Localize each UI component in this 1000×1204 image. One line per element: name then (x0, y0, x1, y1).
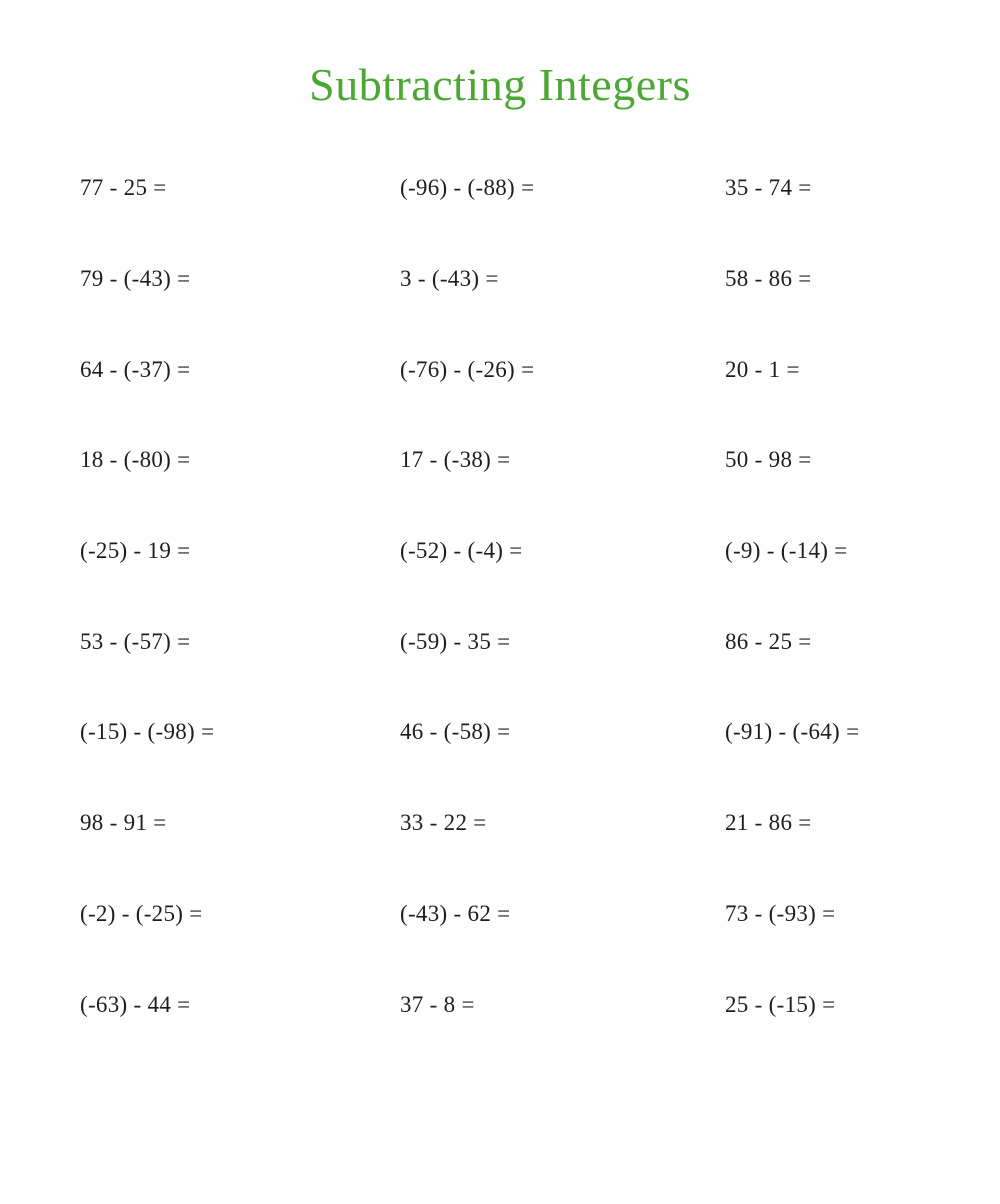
problem-item: 3 - (-43) = (400, 266, 499, 292)
problem-item: (-76) - (-26) = (400, 356, 535, 382)
problem-item: 20 - 1 = (725, 356, 800, 382)
problem-item: 73 - (-93) = (725, 900, 836, 926)
problem-item: (-25) - 19 = (80, 538, 191, 564)
problem-item: 79 - (-43) = (80, 266, 191, 292)
problem-item: 98 - 91 = (80, 810, 167, 836)
problem-item: (-2) - (-25) = (80, 900, 203, 926)
problem-item: 53 - (-57) = (80, 628, 191, 654)
problem-item: (-15) - (-98) = (80, 719, 215, 745)
problem-item: 50 - 98 = (725, 447, 812, 473)
problem-item: 77 - 25 = (80, 175, 167, 201)
problem-item: 86 - 25 = (725, 628, 812, 654)
problem-item: 21 - 86 = (725, 810, 812, 836)
problem-item: 37 - 8 = (400, 991, 475, 1017)
problem-item: (-59) - 35 = (400, 628, 511, 654)
problem-item: (-9) - (-14) = (725, 538, 848, 564)
problem-item: 35 - 74 = (725, 175, 812, 201)
worksheet-title: Subtracting Integers (309, 59, 691, 110)
problem-item: 58 - 86 = (725, 266, 812, 292)
problem-item: (-52) - (-4) = (400, 538, 523, 564)
problem-item: 18 - (-80) = (80, 447, 191, 473)
problem-item: (-63) - 44 = (80, 991, 191, 1017)
problem-item: (-91) - (-64) = (725, 719, 860, 745)
problem-item: 17 - (-38) = (400, 447, 511, 473)
problems-grid (0, 143, 1000, 1050)
problem-item: 33 - 22 = (400, 810, 487, 836)
problem-item: 64 - (-37) = (80, 356, 191, 382)
problem-item: (-43) - 62 = (400, 900, 511, 926)
problem-item: 46 - (-58) = (400, 719, 511, 745)
problem-item: 25 - (-15) = (725, 991, 836, 1017)
problem-item: (-96) - (-88) = (400, 175, 535, 201)
